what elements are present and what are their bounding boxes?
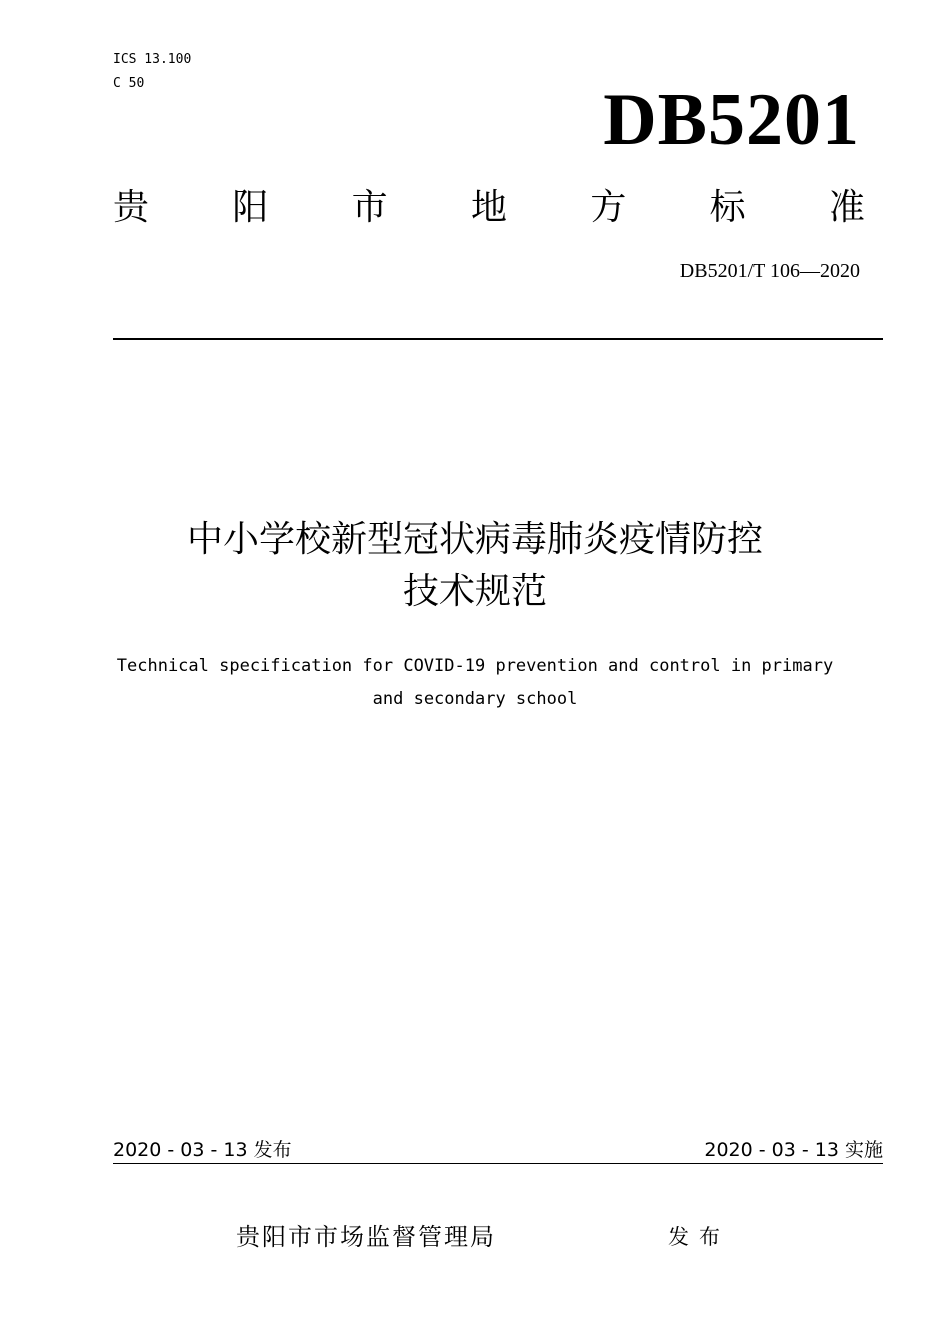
standard-type-char: 准 [828, 187, 865, 228]
standard-number: DB5201/T 106—2020 [679, 260, 860, 282]
chinese-title [0, 514, 950, 618]
standard-type-char: 贵 [113, 187, 150, 228]
standard-code-logo: DB5201 [603, 79, 860, 161]
issue-date: 2020 - 03 - 13 发布 [113, 1139, 292, 1161]
footer-divider [113, 1163, 883, 1164]
standard-type-char: 标 [709, 187, 746, 228]
header-divider [113, 338, 883, 340]
standard-type-char: 方 [590, 187, 627, 228]
english-title-line-1: Technical specification for COVID-19 prevention and control in primary [116, 656, 834, 676]
standard-type-heading [113, 184, 865, 232]
issue-label: 发布 [668, 1225, 730, 1249]
english-title [0, 650, 950, 716]
ics-code: ICS 13.100 [113, 52, 192, 67]
standard-type-char: 地 [470, 187, 507, 228]
implementation-date: 2020 - 03 - 13 实施 [704, 1139, 883, 1161]
issuing-authority: 贵阳市市场监督管理局 [236, 1223, 496, 1251]
english-title-line-2: and secondary school [372, 689, 578, 709]
chinese-title-line-1: 中小学校新型冠状病毒肺炎疫情防控 [186, 519, 763, 560]
standard-type-char: 市 [351, 187, 388, 228]
standard-type-char: 阳 [232, 187, 269, 228]
classification-codes [113, 48, 191, 96]
chinese-title-line-2: 技术规范 [402, 571, 547, 612]
ccs-code: C 50 [113, 76, 145, 91]
